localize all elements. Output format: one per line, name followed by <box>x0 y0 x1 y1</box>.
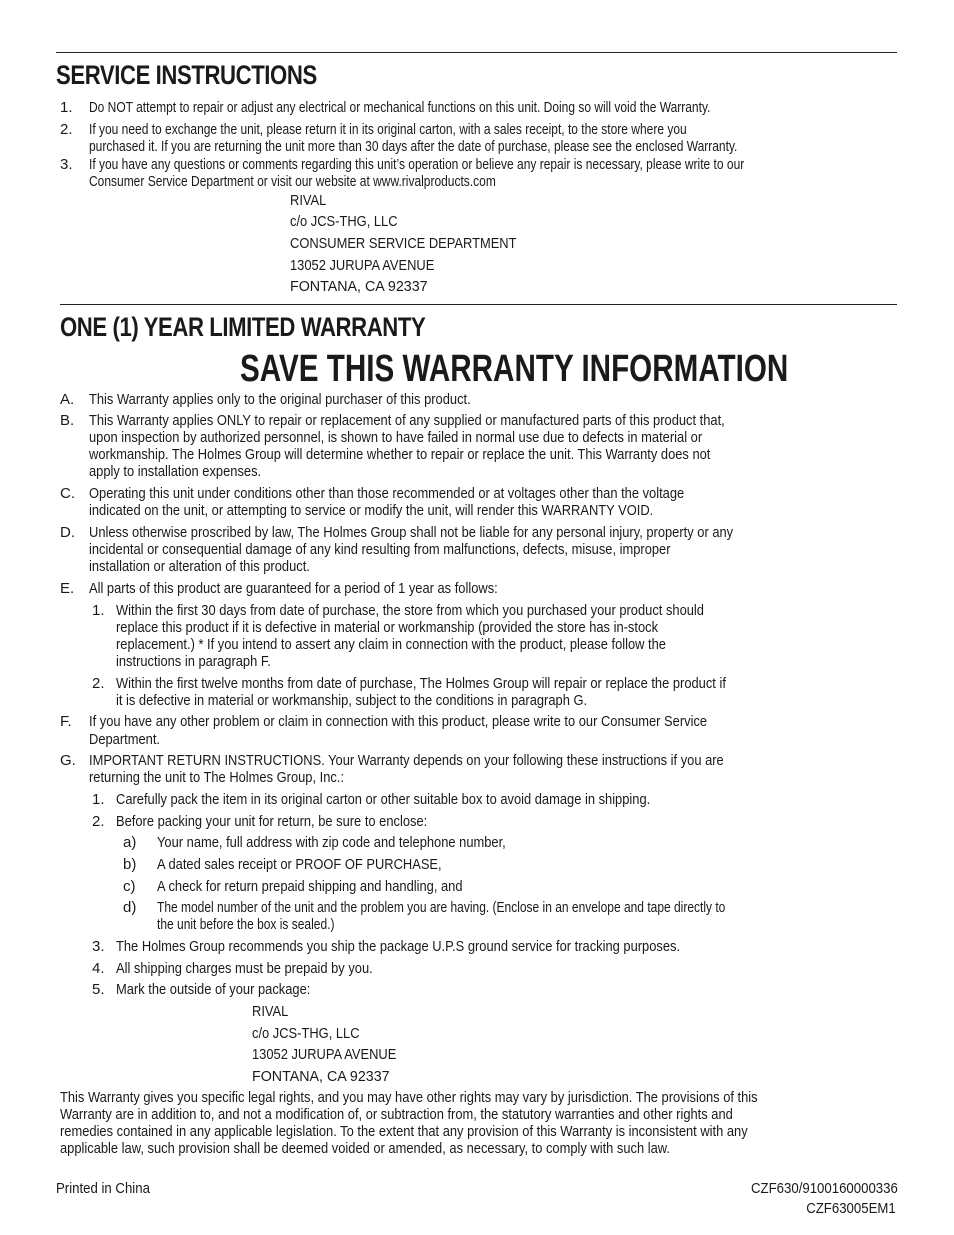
return-address-line: FONTANA, CA 92337 <box>252 1068 390 1085</box>
warranty-item-line: All parts of this product are guaranteed for a period of 1 year as follows: <box>89 580 498 597</box>
service-item-num: 2. <box>60 121 73 138</box>
closing-paragraph-line: This Warranty gives you specific legal rights, and you may have other rights may vary by jurisdiction. The provisions of this <box>60 1089 758 1106</box>
closing-paragraph-line: applicable law, such provision shall be deemed voided or amended, as necessary, to comply with such law. <box>60 1140 670 1157</box>
warranty-subitem-line: Within the first 30 days from date of purchase, the store from which you purchased your product should <box>116 602 704 619</box>
warranty-item-line: Unless otherwise proscribed by law, The Holmes Group shall not be liable for any personal injury, property or any <box>89 524 734 541</box>
warranty-item-mark: G. <box>60 752 76 769</box>
warranty-subitem-line: The Holmes Group recommends you ship the package U.P.S ground service for tracking purposes. <box>116 938 681 955</box>
warranty-item-line: If you have any other problem or claim in connection with this product, please write to our Consumer Service <box>89 713 708 730</box>
warranty-subtitle: SAVE THIS WARRANTY INFORMATION <box>240 348 789 390</box>
warranty-subitem-line: All shipping charges must be prepaid by you. <box>116 960 373 977</box>
service-item-num: 1. <box>60 99 73 116</box>
return-address-line: 13052 JURUPA AVENUE <box>252 1046 397 1063</box>
printed-in: Printed in China <box>56 1180 150 1197</box>
warranty-subitem-mark: 4. <box>92 960 105 977</box>
service-address-line: RIVAL <box>290 192 327 209</box>
warranty-subitem-line: replacement.) * If you intend to assert any claim in connection with the product, please follow the <box>116 636 666 653</box>
model-code: CZF630/9100160000336 <box>751 1180 898 1197</box>
warranty-subitem-mark: 1. <box>92 791 105 808</box>
warranty-item-mark: C. <box>60 485 75 502</box>
warranty-subitem-mark: 2. <box>92 813 105 830</box>
warranty-letter-mark: c) <box>123 878 136 895</box>
warranty-letter-line: A check for return prepaid shipping and handling, and <box>157 878 463 895</box>
warranty-letter-line: Your name, full address with zip code and telephone number, <box>157 834 506 851</box>
warranty-subitem-line: it is defective in material or workmanship, subject to the conditions in paragraph G. <box>116 692 588 709</box>
service-item-line: If you have any questions or comments regarding this unit’s operation or believe any repair is necessary, please write to our <box>89 156 745 173</box>
return-address-line: c/o JCS-THG, LLC <box>252 1025 360 1042</box>
warranty-subitem-mark: 5. <box>92 981 105 998</box>
warranty-item-mark: F. <box>60 713 72 730</box>
warranty-letter-mark: b) <box>123 856 137 873</box>
warranty-item-line: workmanship. The Holmes Group will determine whether to repair or replace the unit. This Warranty does not <box>89 446 711 463</box>
warranty-subitem-line: Within the first twelve months from date of purchase, The Holmes Group will repair or replace the product if <box>116 675 726 692</box>
warranty-subitem-mark: 2. <box>92 675 105 692</box>
service-item-line: purchased it. If you are returning the unit more than 30 days after the date of purchase, please see the enclosed Warranty. <box>89 138 738 155</box>
warranty-item-mark: A. <box>60 391 75 408</box>
service-address-line: FONTANA, CA 92337 <box>290 278 428 295</box>
warranty-letter-line: A dated sales receipt or PROOF OF PURCHASE, <box>157 856 442 873</box>
warranty-item-mark: D. <box>60 524 75 541</box>
warranty-subitem-line: Mark the outside of your package: <box>116 981 311 998</box>
warranty-title: ONE (1) YEAR LIMITED WARRANTY <box>60 312 426 342</box>
document-code: CZF63005EM1 <box>806 1200 896 1217</box>
warranty-letter-mark: a) <box>123 834 137 851</box>
warranty-subitem-line: replace this product if it is defective in material or workmanship (provided the store has in-stock <box>116 619 659 636</box>
warranty-item-line: This Warranty applies only to the original purchaser of this product. <box>89 391 471 408</box>
service-item-line: If you need to exchange the unit, please return it in its original carton, with a sales receipt, to the store where you <box>89 121 687 138</box>
warranty-subitem-line: instructions in paragraph F. <box>116 653 271 670</box>
warranty-item-mark: E. <box>60 580 75 597</box>
closing-paragraph-line: Warranty are in addition to, and not a modification of, or subtraction from, the statutory warranties and other rights and <box>60 1106 733 1123</box>
warranty-item-line: Operating this unit under conditions other than those recommended or at voltages other than the voltage <box>89 485 685 502</box>
warranty-item-line: IMPORTANT RETURN INSTRUCTIONS. Your Warranty depends on your following these instructions if you are <box>89 752 724 769</box>
warranty-item-line: Department. <box>89 731 160 748</box>
service-item-line: Do NOT attempt to repair or adjust any electrical or mechanical functions on this unit. Doing so will void the Warranty. <box>89 99 711 116</box>
warranty-item-line: incidental or consequential damage of any kind resulting from malfunctions, defects, misuse, improper <box>89 541 671 558</box>
service-item-num: 3. <box>60 156 73 173</box>
warranty-letter-mark: d) <box>123 899 137 916</box>
top-rule <box>56 52 897 53</box>
warranty-subitem-mark: 1. <box>92 602 105 619</box>
warranty-item-line: indicated on the unit, or attempting to service or modify the unit, will render this WARRANTY VOID. <box>89 502 654 519</box>
warranty-item-line: apply to installation expenses. <box>89 463 262 480</box>
warranty-subitem-line: Before packing your unit for return, be sure to enclose: <box>116 813 428 830</box>
warranty-item-line: returning the unit to The Holmes Group, Inc.: <box>89 769 345 786</box>
warranty-subitem-mark: 3. <box>92 938 105 955</box>
service-title: SERVICE INSTRUCTIONS <box>56 60 317 90</box>
warranty-letter-line: The model number of the unit and the problem you are having. (Enclose in an envelope and tape directly to <box>157 899 726 916</box>
warranty-item-mark: B. <box>60 412 75 429</box>
service-address-line: CONSUMER SERVICE DEPARTMENT <box>290 235 517 252</box>
service-address-line: 13052 JURUPA AVENUE <box>290 257 435 274</box>
warranty-item-line: This Warranty applies ONLY to repair or replacement of any supplied or manufactured parts of this product that, <box>89 412 725 429</box>
warranty-item-line: installation or alteration of this product. <box>89 558 310 575</box>
closing-paragraph-line: remedies contained in any applicable legislation. To the extent that any provision of this Warranty is inconsistent with any <box>60 1123 748 1140</box>
warranty-subitem-line: Carefully pack the item in its original carton or other suitable box to avoid damage in shipping. <box>116 791 651 808</box>
return-address-line: RIVAL <box>252 1003 289 1020</box>
middle-rule <box>60 304 897 305</box>
warranty-item-line: upon inspection by authorized personnel, is shown to have failed in normal use due to defects in material or <box>89 429 703 446</box>
warranty-letter-line: the unit before the box is sealed.) <box>157 916 335 933</box>
service-item-line: Consumer Service Department or visit our website at www.rivalproducts.com <box>89 173 496 190</box>
service-address-line: c/o JCS-THG, LLC <box>290 213 398 230</box>
